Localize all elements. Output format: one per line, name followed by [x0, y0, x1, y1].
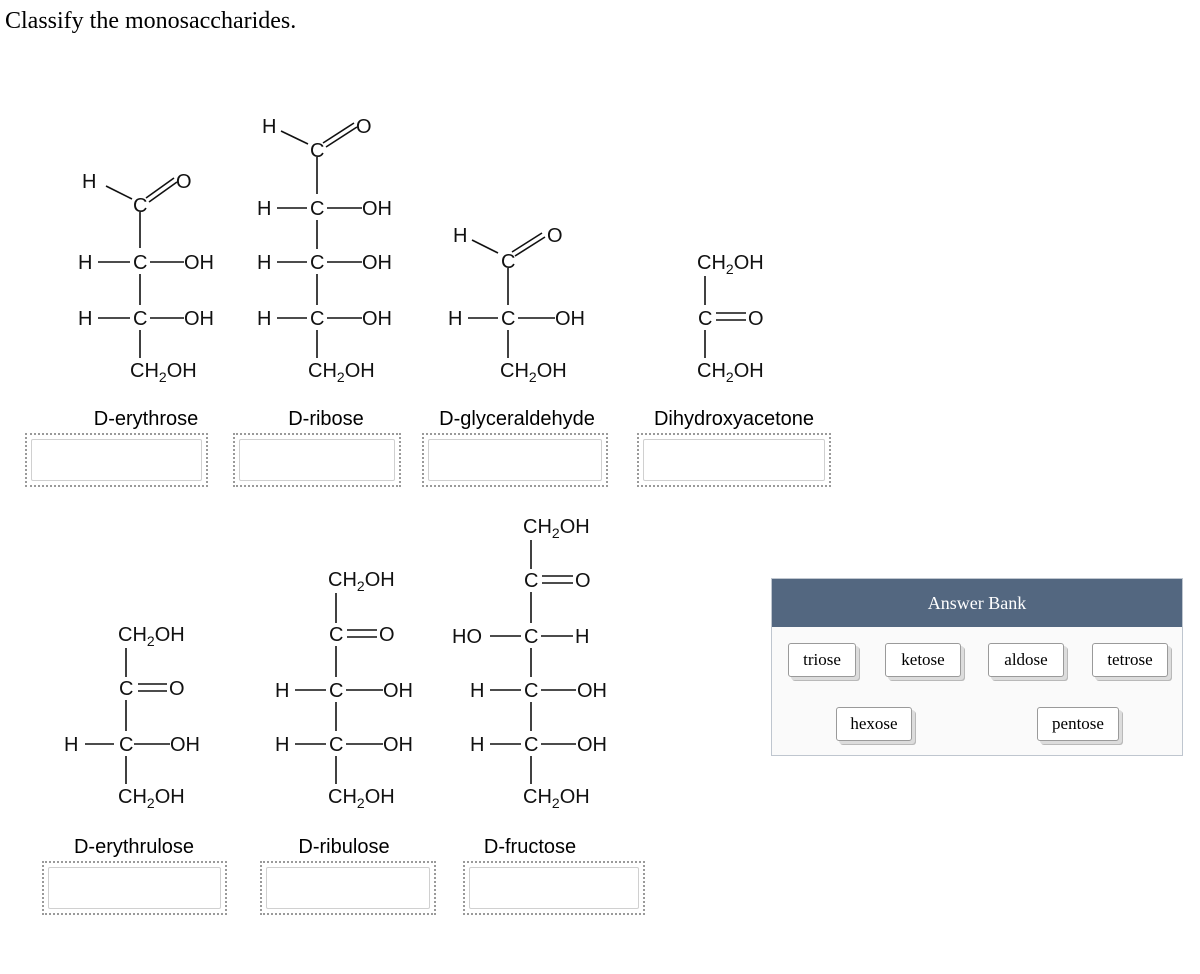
drop-target-erythrose[interactable] [25, 433, 208, 487]
atom-c: C [524, 626, 539, 648]
ribose-structure [257, 116, 392, 385]
atom-c: C [133, 252, 148, 274]
group-ch2oh: $CH_2OH$ [697, 252, 764, 277]
name-d-glyceraldehyde: D-glyceraldehyde [439, 408, 595, 430]
drop-target-erythrulose[interactable] [42, 861, 227, 915]
atom-oh: OH [184, 252, 214, 274]
name-d-ribose: D-ribose [288, 408, 364, 430]
atom-h: H [257, 198, 272, 220]
atom-c: C [119, 678, 134, 700]
atom-c: C [329, 680, 344, 702]
atom-c: C [119, 734, 134, 756]
answer-tile-pentose[interactable]: pentose [1037, 707, 1119, 741]
group-ch2oh: $CH_2OH$ [328, 786, 395, 811]
group-ch2oh: $CH_2OH$ [523, 786, 590, 811]
group-ch2oh: $CH_2OH$ [118, 786, 185, 811]
erythrose-structure [78, 171, 214, 385]
group-ch2oh: $CH_2OH$ [697, 360, 764, 385]
answer-tile-triose[interactable]: triose [788, 643, 856, 677]
atom-oh: OH [577, 734, 607, 756]
atom-o: O [547, 225, 563, 247]
dihydroxyacetone-structure [697, 252, 764, 385]
atom-h: H [257, 308, 272, 330]
name-d-erythrulose: D-erythrulose [73, 836, 195, 858]
atom-h: H [78, 252, 93, 274]
atom-oh: OH [184, 308, 214, 330]
answer-tile-aldose[interactable]: aldose [988, 643, 1064, 677]
drop-target-glyceraldehyde[interactable] [422, 433, 608, 487]
atom-c: C [698, 308, 713, 330]
answer-tile-hexose[interactable]: hexose [836, 707, 912, 741]
atom-h: H [262, 116, 277, 138]
answer-tile-tetrose[interactable]: tetrose [1092, 643, 1168, 677]
atom-c: C [310, 252, 325, 274]
atom-oh: OH [170, 734, 200, 756]
answer-bank [771, 578, 1183, 756]
name-d-erythrose: D-erythrose [93, 408, 199, 430]
atom-h: H [470, 734, 485, 756]
group-ch2oh: $CH_2OH$ [523, 516, 590, 541]
answer-tile-ketose[interactable]: ketose [885, 643, 961, 677]
atom-c: C [310, 198, 325, 220]
atom-c: C [133, 195, 148, 217]
atom-h: H [82, 171, 97, 193]
atom-h: H [257, 252, 272, 274]
atom-o: O [356, 116, 372, 138]
atom-o: O [575, 570, 591, 592]
name-d-fructose: D-fructose [483, 836, 577, 858]
atom-c: C [329, 734, 344, 756]
atom-o: O [176, 171, 192, 193]
atom-h: H [575, 626, 590, 648]
drop-target-ribulose[interactable] [260, 861, 436, 915]
atom-c: C [310, 140, 325, 162]
atom-h: H [275, 734, 290, 756]
atom-h: H [453, 225, 468, 247]
atom-o: O [379, 624, 395, 646]
atom-ho: HO [452, 626, 482, 648]
atom-oh: OH [555, 308, 585, 330]
group-ch2oh: $CH_2OH$ [500, 360, 567, 385]
name-dihydroxyacetone: Dihydroxyacetone [653, 408, 815, 430]
atom-oh: OH [362, 252, 392, 274]
atom-oh: OH [362, 308, 392, 330]
atom-oh: OH [383, 680, 413, 702]
atom-c: C [524, 680, 539, 702]
atom-h: H [78, 308, 93, 330]
atom-c: C [329, 624, 344, 646]
fructose-structure [452, 516, 607, 811]
erythrulose-structure [64, 624, 200, 811]
atom-h: H [470, 680, 485, 702]
atom-oh: OH [577, 680, 607, 702]
atom-o: O [169, 678, 185, 700]
answer-bank-header: Answer Bank [772, 579, 1182, 627]
atom-h: H [448, 308, 463, 330]
drop-target-dihydroxyacetone[interactable] [637, 433, 831, 487]
drop-target-fructose[interactable] [463, 861, 645, 915]
atom-h: H [275, 680, 290, 702]
group-ch2oh: $CH_2OH$ [308, 360, 375, 385]
name-d-ribulose: D-ribulose [298, 836, 390, 858]
group-ch2oh: $CH_2OH$ [328, 569, 395, 594]
atom-c: C [524, 734, 539, 756]
group-ch2oh: $CH_2OH$ [118, 624, 185, 649]
group-ch2oh: $CH_2OH$ [130, 360, 197, 385]
atom-c: C [524, 570, 539, 592]
atom-c: C [501, 251, 516, 273]
atom-oh: OH [383, 734, 413, 756]
atom-oh: OH [362, 198, 392, 220]
question-text: Classify the monosaccharides. [5, 8, 297, 34]
atom-c: C [501, 308, 516, 330]
atom-c: C [310, 308, 325, 330]
atom-c: C [133, 308, 148, 330]
drop-target-ribose[interactable] [233, 433, 401, 487]
atom-o: O [748, 308, 764, 330]
atom-h: H [64, 734, 79, 756]
